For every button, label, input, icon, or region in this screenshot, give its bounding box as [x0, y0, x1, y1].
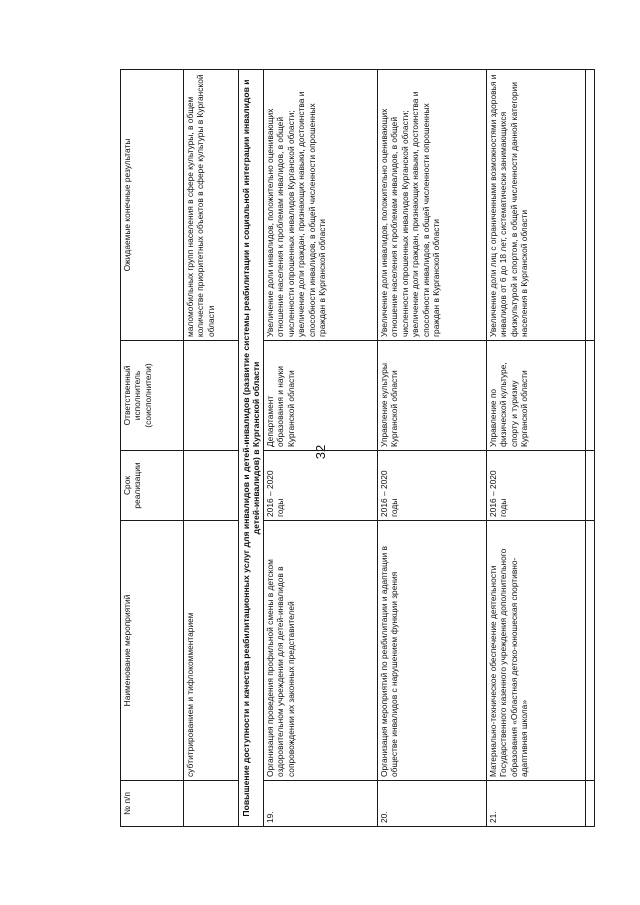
tail-cell	[586, 781, 595, 827]
tail-cell	[586, 341, 595, 451]
row-event: Материально-техническое обеспечение деятельности Государственного казенного учреждения дополнительного образования «Областная детско-юношеская спортивно-адаптивная школа»	[487, 521, 586, 781]
row-period: 2016 – 2020 годы	[487, 451, 586, 521]
row-num: 21.	[487, 781, 586, 827]
tail-cell	[586, 451, 595, 521]
continuation-num	[184, 781, 239, 827]
continuation-row	[184, 70, 239, 827]
table-row	[378, 70, 487, 827]
header-event: Наименование мероприятий	[121, 521, 184, 781]
row-responsible: Управление по физической культуре, спорту и туризму Курганской области	[487, 341, 586, 451]
header-num: № п/п	[121, 781, 184, 827]
row-num: 20.	[378, 781, 487, 827]
row-period: 2016 – 2020 годы	[264, 451, 378, 521]
table-row	[264, 70, 378, 827]
continuation-result: маломобильных групп населения в сфере культуры, в общем количестве приоритетных объектов в сфере культуры в Курганской области	[184, 70, 239, 341]
continuation-event: субтитрированием и тифлокомментарием	[184, 521, 239, 781]
tail-cell	[586, 70, 595, 341]
events-table	[120, 69, 595, 827]
page-number: 32	[313, 444, 328, 460]
row-responsible: Управление культуры Курганской области	[378, 341, 487, 451]
rotated-table-container	[120, 70, 586, 827]
row-num: 19.	[264, 781, 378, 827]
section-title: Повышение доступности и качества реабилитационных услуг для инвалидов и детей-инвалидов (развитие системы реабилитации и социальной интеграции инвалидов и детей-инвалидов) в Курганской области	[239, 70, 264, 827]
row-result: Увеличение доли инвалидов, положительно оценивающих отношение населения к проблемам инвалидов, в общей численности опрошенных инвалидов Курганской области; увеличение доли граждан, признающих навыки, достоинства и способности инвалидов, в общей численности опрошенных граждан в Курганской области	[264, 70, 378, 341]
continuation-period	[184, 451, 239, 521]
row-event: Организация мероприятий по реабилитации и адаптации в обществе инвалидов с нарушением функции зрения	[378, 521, 487, 781]
table-row	[487, 70, 586, 827]
row-responsible: Департамент образования и науки Курганской области	[264, 341, 378, 451]
header-result: Ожидаемые конечные результаты	[121, 70, 184, 341]
section-row	[239, 70, 264, 827]
header-responsible: Ответственный исполнитель (соисполнители)	[121, 341, 184, 451]
continuation-responsible	[184, 341, 239, 451]
table-tail-row	[586, 70, 595, 827]
header-period: Срок реализации	[121, 451, 184, 521]
row-period: 2016 – 2020 годы	[378, 451, 487, 521]
tail-cell	[586, 521, 595, 781]
row-result: Увеличение доли инвалидов, положительно оценивающих отношение населения к проблемам инвалидов, в общей численности опрошенных инвалидов Курганской области; увеличение доли граждан, признающих навыки, достоинства и способности инвалидов, в общей численности опрошенных граждан в Курганской области	[378, 70, 487, 341]
row-event: Организация проведения профильной смены в детском оздоровительном учреждении для детей-инвалидов в сопровождении их законных представителей	[264, 521, 378, 781]
table-header-row	[121, 70, 184, 827]
row-result: Увеличение доли лиц с ограниченными возможностями здоровья и инвалидов от 6 до 18 лет, систематически занимающихся физкультурой и спортом, в общей численности данной категории населения в Курганской области	[487, 70, 586, 341]
